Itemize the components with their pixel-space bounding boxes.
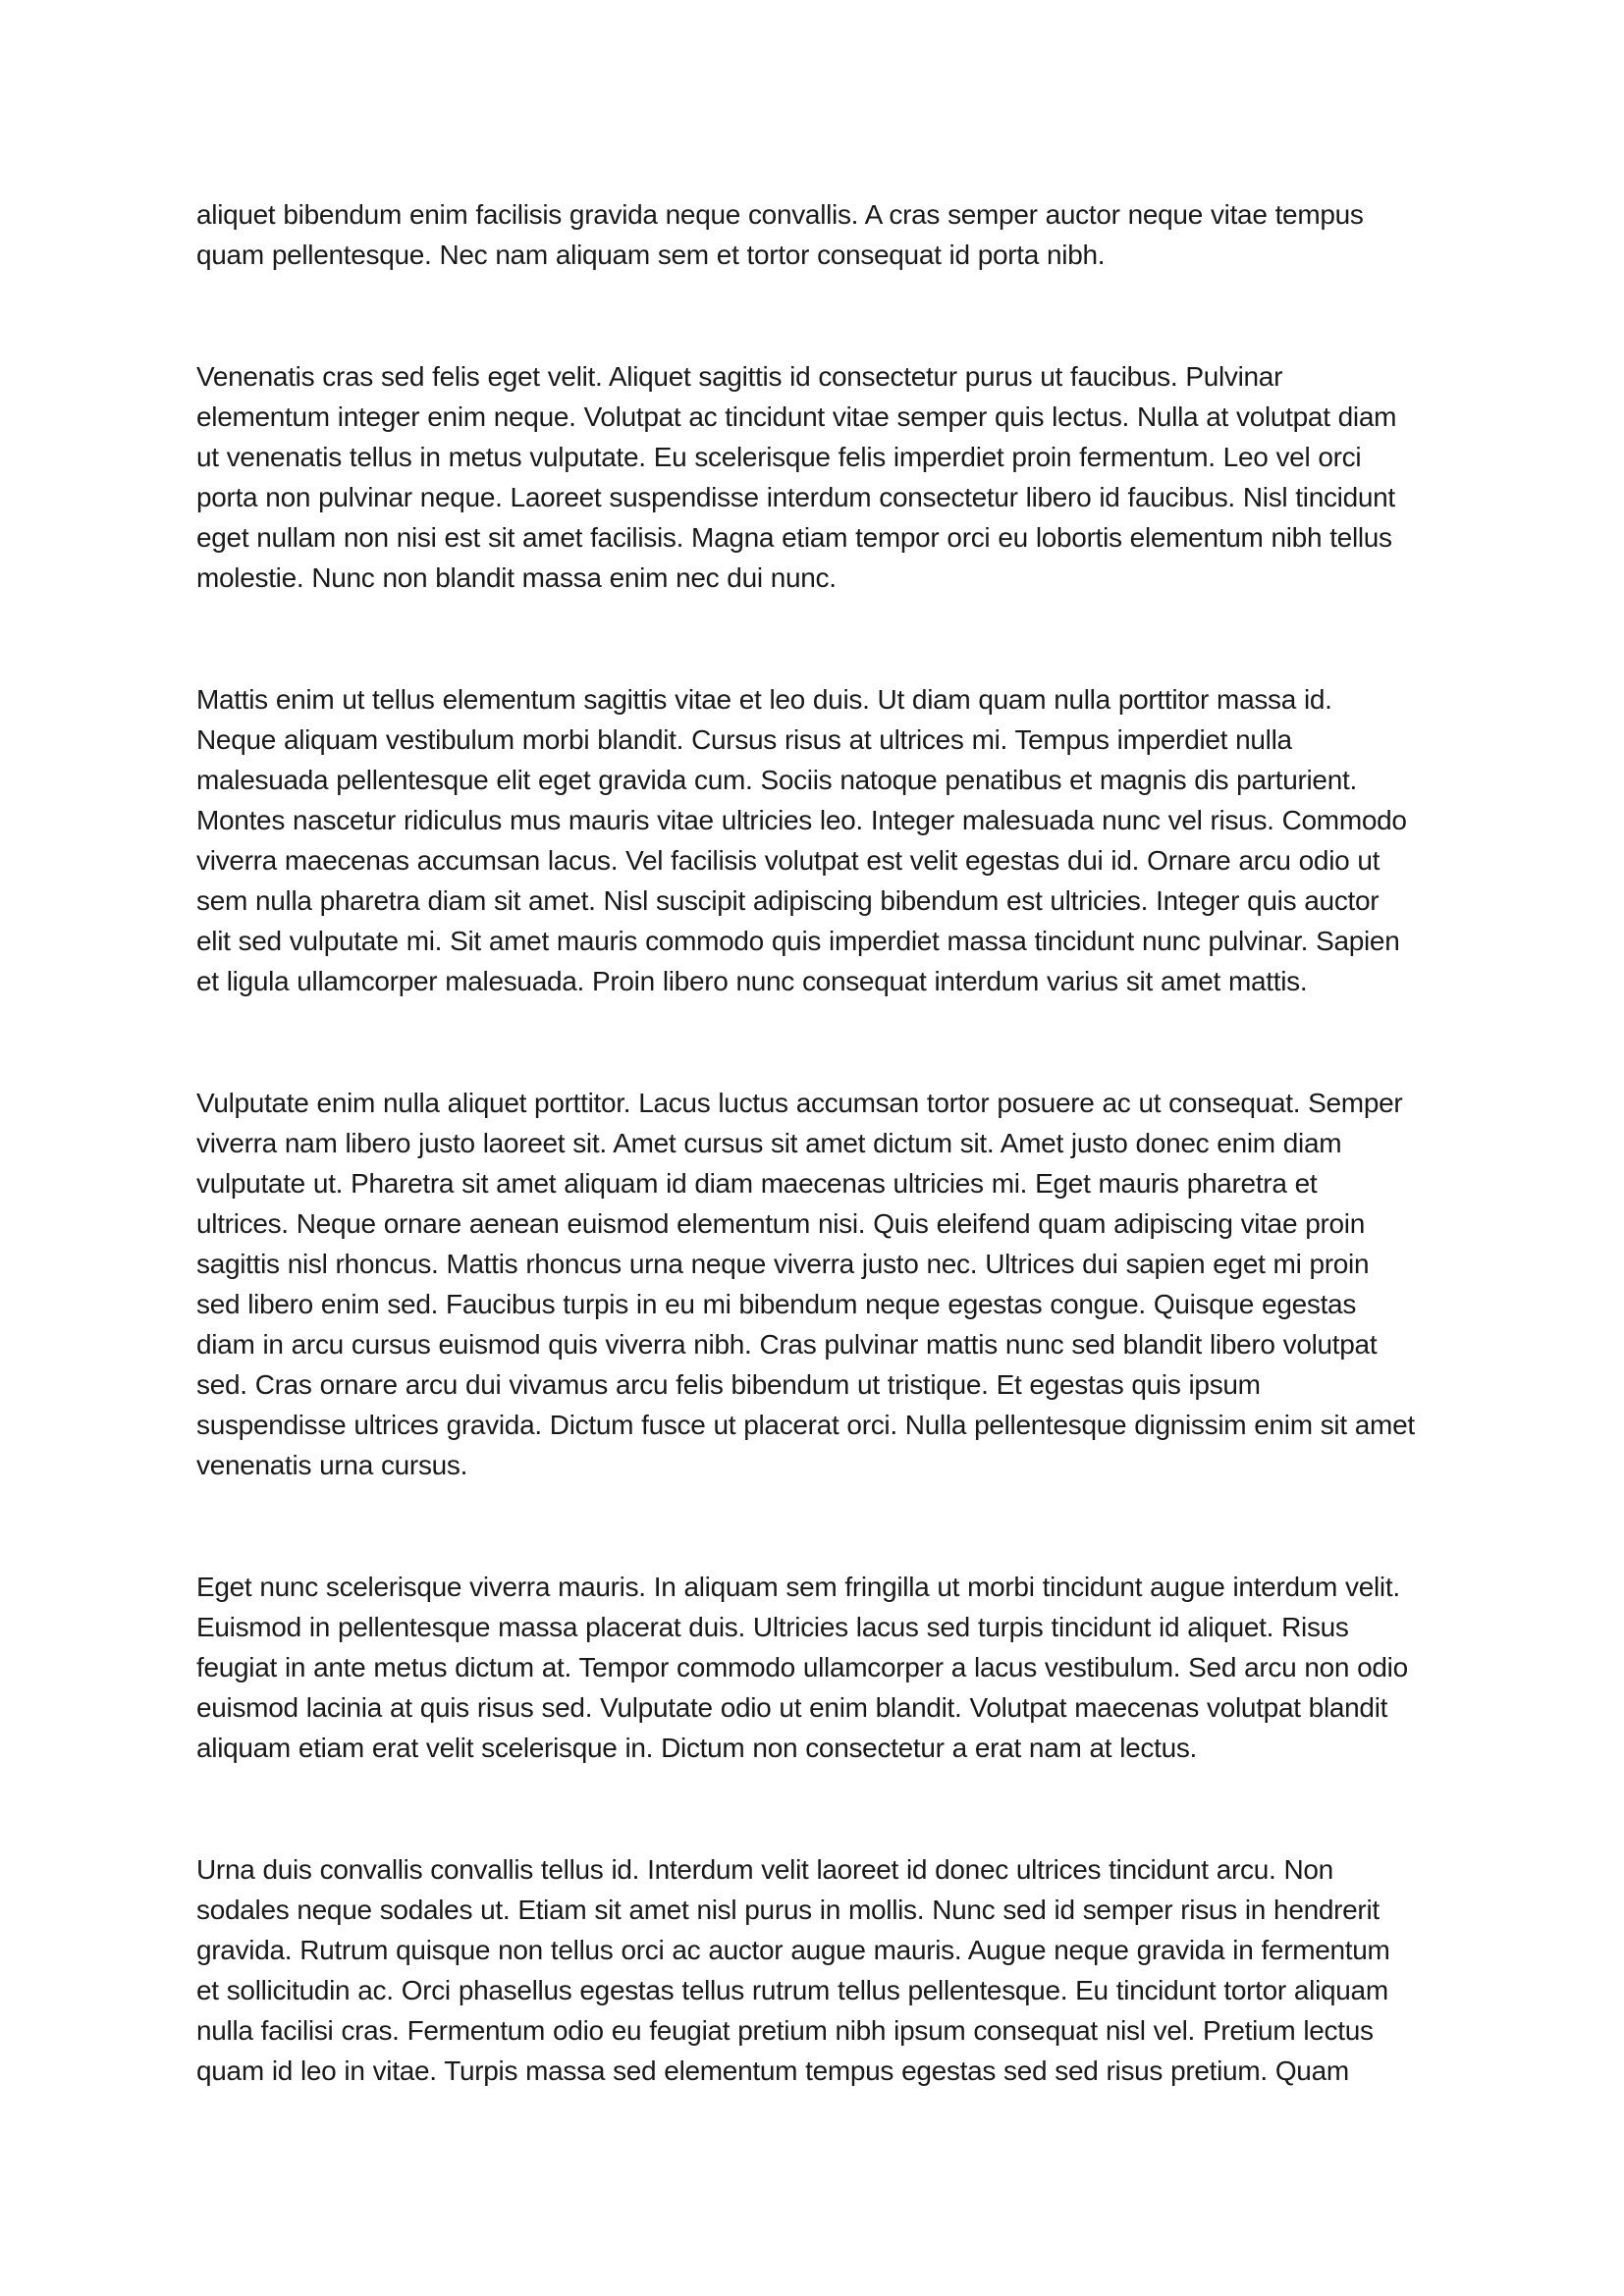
- paragraph: Venenatis cras sed felis eget velit. Aliquet sagittis id consectetur purus ut faucibus. Pulvinar elementum integer enim neque. Volutpat ac tincidunt vitae semper quis lectus. Nulla at volutpat diam ut venenatis tellus in metus vulputate. Eu scelerisque felis imperdiet proin fermentum. Leo vel orci porta non pulvinar neque. Laoreet suspendisse interdum consectetur libero id faucibus. Nisl tincidunt eget nullam non nisi est sit amet facilisis. Magna etiam tempor orci eu lobortis elementum nibh tellus molestie. Nunc non blandit massa enim nec dui nunc.: [196, 361, 1397, 593]
- paragraph: Urna duis convallis convallis tellus id. Interdum velit laoreet id donec ultrices tincidunt arcu. Non sodales neque sodales ut. Etiam sit amet nisl purus in mollis. Nunc sed id semper risus in hendrerit gravida. Rutrum quisque non tellus orci ac auctor augue mauris. Augue neque gravida in fermentum et sollicitudin ac. Orci phasellus egestas tellus rutrum tellus pellentesque. Eu tincidunt tortor aliquam nulla facilisi cras. Fermentum odio eu feugiat pretium nibh ipsum consequat nisl vel. Pretium lectus quam id leo in vitae. Turpis massa sed elementum tempus egestas sed sed risus pretium. Quam: [196, 1854, 1390, 2086]
- paragraph: Eget nunc scelerisque viverra mauris. In aliquam sem fringilla ut morbi tincidunt augue interdum velit. Euismod in pellentesque massa placerat duis. Ultricies lacus sed turpis tincidunt id aliquet. Risus feugiat in ante metus dictum at. Tempor commodo ullamcorper a lacus vestibulum. Sed arcu non odio euismod lacinia at quis risus sed. Vulputate odio ut enim blandit. Volutpat maecenas volutpat blandit aliquam etiam erat velit scelerisque in. Dictum non consectetur a erat nam at lectus.: [196, 1572, 1408, 1763]
- paragraph: aliquet bibendum enim facilisis gravida neque convallis. A cras semper auctor neque vitae tempus quam pellentesque. Nec nam aliquam sem et tortor consequat id porta nibh.: [196, 199, 1364, 270]
- paragraph: Vulputate enim nulla aliquet porttitor. Lacus luctus accumsan tortor posuere ac ut consequat. Semper viverra nam libero justo laoreet sit. Amet cursus sit amet dictum sit. Amet justo donec enim diam vulputate ut. Pharetra sit amet aliquam id diam maecenas ultricies mi. Eget mauris pharetra et ultrices. Neque ornare aenean euismod elementum nisi. Quis eleifend quam adipiscing vitae proin sagittis nisl rhoncus. Mattis rhoncus urna neque viverra justo nec. Ultrices dui sapien eget mi proin sed libero enim sed. Faucibus turpis in eu mi bibendum neque egestas congue. Quisque egestas diam in arcu cursus euismod quis viverra nibh. Cras pulvinar mattis nunc sed blandit libero volutpat sed. Cras ornare arcu dui vivamus arcu felis bibendum ut tristique. Et egestas quis ipsum suspendisse ultrices gravida. Dictum fusce ut placerat orci. Nulla pellentesque dignissim enim sit amet venenatis urna cursus.: [196, 1088, 1415, 1480]
- paragraph: Mattis enim ut tellus elementum sagittis vitae et leo duis. Ut diam quam nulla porttitor massa id. Neque aliquam vestibulum morbi blandit. Cursus risus at ultrices mi. Tempus imperdiet nulla malesuada pellentesque elit eget gravida cum. Sociis natoque penatibus et magnis dis parturient. Montes nascetur ridiculus mus mauris vitae ultricies leo. Integer malesuada nunc vel risus. Commodo viverra maecenas accumsan lacus. Vel facilisis volutpat est velit egestas dui id. Ornare arcu odio ut sem nulla pharetra diam sit amet. Nisl suscipit adipiscing bibendum est ultricies. Integer quis auctor elit sed vulputate mi. Sit amet mauris commodo quis imperdiet massa tincidunt nunc pulvinar. Sapien et ligula ullamcorper malesuada. Proin libero nunc consequat interdum varius sit amet mattis.: [196, 684, 1407, 996]
